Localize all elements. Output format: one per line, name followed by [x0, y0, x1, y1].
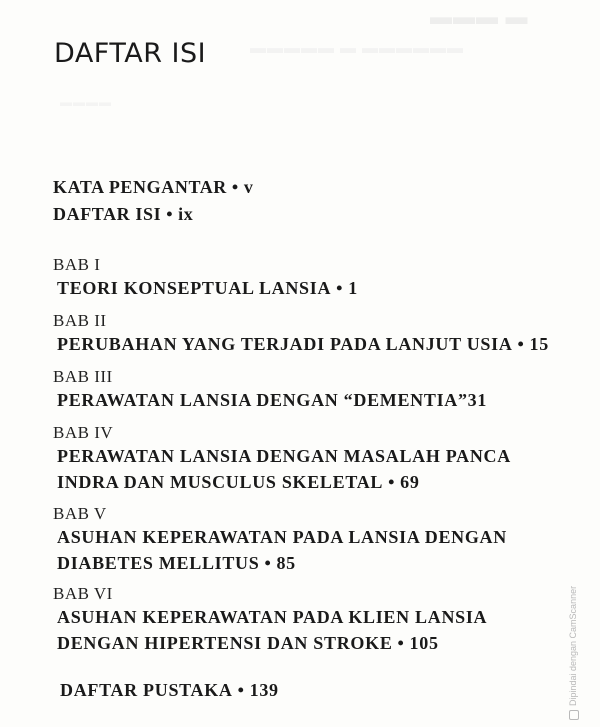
bullet-separator: • — [237, 680, 245, 700]
chapter-title — [57, 390, 487, 411]
bullet-separator: • — [336, 278, 344, 298]
chapter-title-line: ASUHAN KEPERAWATAN PADA KLIEN LANSIA — [57, 607, 488, 627]
toc-page-number: 105 — [409, 633, 439, 653]
chapter-number: BAB IV — [53, 423, 114, 442]
chapter-number: BAB V — [53, 504, 107, 523]
chapter-number: BAB I — [53, 255, 101, 274]
chapter-title — [57, 446, 511, 467]
camscanner-icon — [569, 710, 579, 720]
toc-page-number: 69 — [400, 472, 420, 492]
chapter-title-line: PERUBAHAN YANG TERJADI PADA LANJUT USIA — [57, 334, 513, 354]
toc-entry-label: DAFTAR PUSTAKA — [60, 680, 233, 700]
chapter-title-line: DENGAN HIPERTENSI DAN STROKE — [57, 633, 393, 653]
chapter-title-line: PERAWATAN LANSIA DENGAN MASALAH PANCA — [57, 446, 511, 466]
bleed-through-text: ▬▬▬▬▬ ▬ ▬▬▬▬▬▬ — [250, 40, 464, 57]
toc-page-number: 1 — [348, 278, 358, 298]
toc-entry-daftar-pustaka — [60, 680, 279, 701]
chapter-title-line: INDRA DAN MUSCULUS SKELETAL — [57, 472, 384, 492]
bullet-separator: • — [397, 633, 405, 653]
chapter-title — [57, 607, 487, 628]
toc-entry-kata-pengantar — [53, 177, 253, 198]
chapter-title-line: ASUHAN KEPERAWATAN PADA LANSIA DENGAN — [57, 527, 507, 547]
chapter-title-line: TEORI KONSEPTUAL LANSIA — [57, 278, 332, 298]
bullet-separator: • — [264, 553, 272, 573]
chapter-title — [57, 527, 507, 548]
chapter-number: BAB III — [53, 367, 113, 386]
page-title: DAFTAR ISI — [54, 38, 207, 69]
chapter-title-line: PERAWATAN LANSIA DENGAN “DEMENTIA”31 — [57, 390, 488, 410]
toc-entry-daftar-isi — [53, 204, 193, 225]
bullet-separator: • — [388, 472, 396, 492]
chapter-number: BAB II — [53, 311, 107, 330]
chapter-title — [57, 633, 439, 654]
chapter-title — [57, 278, 358, 299]
toc-page-number: 15 — [529, 334, 549, 354]
scanner-watermark — [568, 586, 579, 720]
toc-page-number: 139 — [249, 680, 279, 700]
bleed-through-text: ▬▬▬ ▬ — [430, 4, 529, 29]
toc-page-number: ix — [178, 204, 194, 224]
bullet-separator: • — [166, 204, 174, 224]
bullet-separator: • — [231, 177, 239, 197]
toc-entry-label: DAFTAR ISI — [53, 204, 162, 224]
bleed-through-text: ▬▬▬▬ — [60, 95, 112, 109]
chapter-title-line: DIABETES MELLITUS — [57, 553, 260, 573]
chapter-title — [57, 472, 420, 493]
chapter-title — [57, 334, 549, 355]
bullet-separator: • — [517, 334, 525, 354]
toc-entry-label: KATA PENGANTAR — [53, 177, 227, 197]
watermark-text: Dipindai dengan CamScanner — [568, 585, 578, 706]
toc-page-number: v — [243, 177, 254, 197]
chapter-title — [57, 553, 296, 574]
toc-page-number: 85 — [276, 553, 296, 573]
chapter-number: BAB VI — [53, 584, 113, 603]
